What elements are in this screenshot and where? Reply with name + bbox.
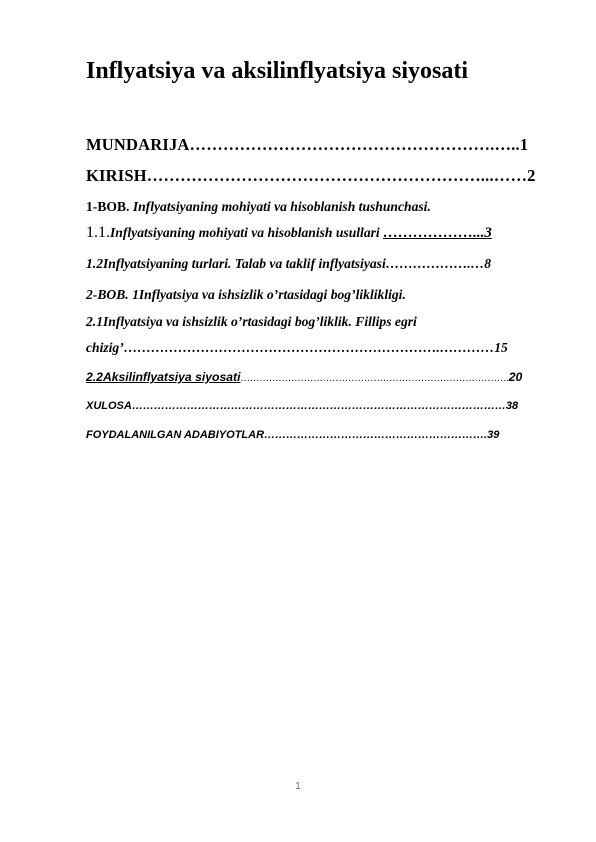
toc-2-2-text: 2.2Aksilinflyatsiya siyosati <box>86 370 241 384</box>
document-title: Inflyatsiya va aksilinflyatsiya siyosati <box>86 58 469 84</box>
toc-entry-2-1-line2[interactable]: chizig’…………………………………………………………….…………15 <box>86 340 508 355</box>
toc-2-2-dots: …………………………………………………………………………. <box>240 373 509 384</box>
toc-entry-1-1[interactable] <box>86 224 492 242</box>
page-number: 1 <box>295 781 301 792</box>
toc-entry-2-2[interactable] <box>86 370 522 384</box>
toc-entry-kirish[interactable]: KIRISH……………………………………………………...……2 <box>86 166 536 185</box>
toc-entry-bob1[interactable] <box>86 199 431 215</box>
toc-entry-bob2[interactable]: 2-BOB. 1Inflyatsiya va ishsizlik o’rtasidagi bog’liklikligi. <box>86 287 406 302</box>
toc-entry-1-2[interactable]: 1.2Inflyatsiyaning turlari. Talab va taklif inflyatsiyasi……………….…8 <box>86 256 492 271</box>
toc-1-1-number: 1.1. <box>86 224 110 241</box>
toc-bob1-prefix: 1-BOB. <box>86 199 133 214</box>
toc-entry-mundarija[interactable]: MUNDARIJA……………………………………………….…..1 <box>86 135 529 154</box>
toc-2-2-page: 20 <box>508 370 523 384</box>
toc-entry-2-1-line1[interactable]: 2.1Inflyatsiya va ishsizlik o’rtasidagi bog’liklik. Fillips egri <box>86 314 417 329</box>
toc-bob1-text: Inflyatsiyaning mohiyati va hisoblanish tushunchasi. <box>132 199 431 214</box>
toc-1-1-dots: ………………...3 <box>383 225 492 241</box>
toc-entry-xulosa[interactable]: XULOSA…………………………………………………………………………………………38 <box>86 400 519 412</box>
toc-entry-foydalanilgan[interactable]: FOYDALANILGAN ADABIYOTLAR…………………………………………………….39 <box>86 429 500 441</box>
toc-1-1-text: Inflyatsiyaning mohiyati va hisoblanish usullari <box>110 225 384 240</box>
